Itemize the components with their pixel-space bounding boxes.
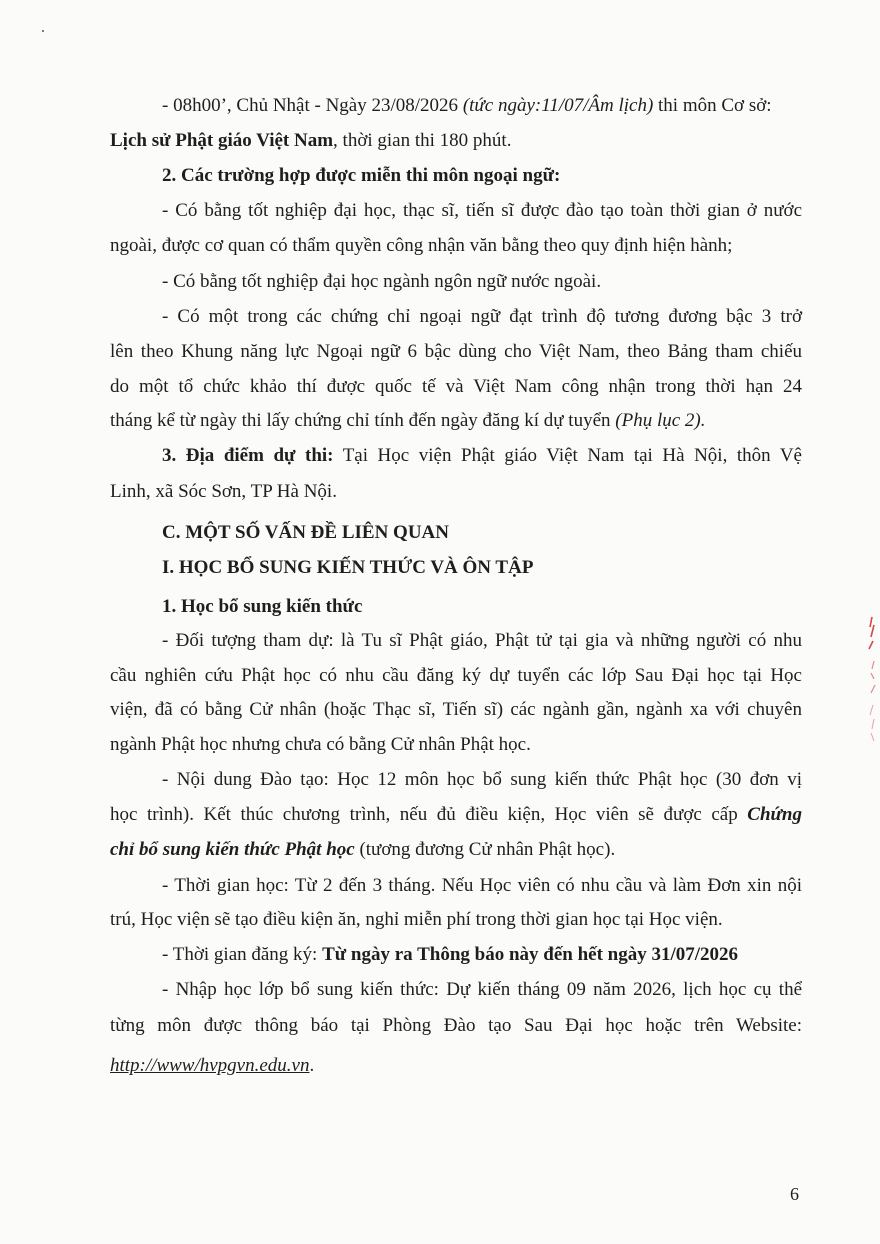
exemption-item-3-line-3: do một tổ chức khảo thí được quốc tế và Việt Nam công nhận trong thời hạn 24 xyxy=(110,376,802,397)
certificate-name-start: Chứng xyxy=(747,804,802,825)
exam-subject-label: thi môn Cơ sở: xyxy=(653,95,772,116)
scan-speck xyxy=(42,30,44,32)
venue-line-1 xyxy=(162,446,802,465)
enrollment-line-2: từng môn được thông báo tại Phòng Đào tạo Sau Đại học hoặc trên Website: xyxy=(110,1015,802,1036)
registration-period: Từ ngày ra Thông báo này đến hết ngày 31/07/2026 xyxy=(322,944,739,965)
exam-subject-name: Lịch sử Phật giáo Việt Nam xyxy=(110,130,334,151)
exam-schedule-line xyxy=(162,96,802,115)
exemption-item-1-line-1: - Có bằng tốt nghiệp đại học, thạc sĩ, tiến sĩ được đào tạo toàn thời gian ở nước xyxy=(162,200,802,221)
section-c-sub-heading-text: I. HỌC BỔ SUNG KIẾN THỨC VÀ ÔN TẬP xyxy=(162,557,534,578)
appendix-reference: (Phụ lục 2). xyxy=(615,410,706,431)
supplementary-heading-text: 1. Học bổ sung kiến thức xyxy=(162,596,363,617)
exemption-item-3-line-1: - Có một trong các chứng chỉ ngoại ngữ đạt trình độ tương đương bậc 3 trở xyxy=(162,306,802,327)
venue-line-2: Linh, xã Sóc Sơn, TP Hà Nội. xyxy=(110,481,337,502)
exemption-item-2: - Có bằng tốt nghiệp đại học ngành ngôn ngữ nước ngoài. xyxy=(162,271,602,292)
website-link[interactable]: http://www/hvpgvn.edu.vn xyxy=(110,1055,310,1076)
registration-label: - Thời gian đăng ký: xyxy=(162,944,323,965)
certificate-name-end: chỉ bổ sung kiến thức Phật học xyxy=(110,839,355,860)
target-line-4: ngành Phật học nhưng chưa có bằng Cử nhân Phật học. xyxy=(110,734,531,755)
content-text: học trình). Kết thúc chương trình, nếu đủ điều kiện, Học viên sẽ được cấp xyxy=(110,804,748,825)
enrollment-line-3 xyxy=(110,1056,802,1075)
target-line-3: viện, đã có bằng Cử nhân (hoặc Thạc sĩ, Tiến sĩ) các ngành gần, ngành xa với chuyên xyxy=(110,699,802,720)
venue-label: 3. Địa điểm dự thi: xyxy=(162,445,334,466)
exemption-item-1-line-2: ngoài, được cơ quan có thẩm quyền công nhận văn bằng theo quy định hiện hành; xyxy=(110,235,733,256)
content-line-2 xyxy=(110,805,802,824)
study-time-line-2: trú, Học viện sẽ tạo điều kiện ăn, nghỉ miễn phí trong thời gian học tại Học viện. xyxy=(110,909,723,930)
exemption-item-3-line-2: lên theo Khung năng lực Ngoại ngữ 6 bậc dùng cho Việt Nam, theo Bảng tham chiếu xyxy=(110,341,802,362)
exemption-heading xyxy=(162,166,802,185)
red-stamp-edge-mark xyxy=(862,615,878,745)
section-c-heading xyxy=(162,523,802,542)
study-time-line-1: - Thời gian học: Từ 2 đến 3 tháng. Nếu Học viên có nhu cầu và làm Đơn xin nội xyxy=(162,875,802,896)
registration-line xyxy=(162,945,802,964)
lunar-date-text: (tức ngày:11/07/Âm lịch) xyxy=(462,95,654,116)
enrollment-line-1: - Nhập học lớp bổ sung kiến thức: Dự kiến tháng 09 năm 2026, lịch học cụ thể xyxy=(162,979,802,1000)
exam-time-text: - 08h00’, Chủ Nhật - Ngày 23/08/2026 xyxy=(162,95,463,116)
content-line-3 xyxy=(110,840,802,859)
page-number: 6 xyxy=(790,1184,799,1204)
exam-subject-line xyxy=(110,131,802,150)
venue-text: Tại Học viện Phật giáo Việt Nam tại Hà Nội, thôn Vệ xyxy=(333,445,802,466)
exam-duration-text: , thời gian thi 180 phút. xyxy=(333,130,512,151)
section-c-sub-heading xyxy=(162,558,802,577)
section-c-heading-text: C. MỘT SỐ VẤN ĐỀ LIÊN QUAN xyxy=(162,522,449,543)
target-line-2: cầu nghiên cứu Phật học có nhu cầu đăng ký dự tuyển các lớp Sau Đại học tại Học xyxy=(110,665,802,686)
exemption-heading-text: 2. Các trường hợp được miễn thi môn ngoại ngữ: xyxy=(162,165,561,186)
certificate-equivalence: (tương đương Cử nhân Phật học). xyxy=(354,839,616,860)
exemption-item-3-line-4 xyxy=(110,411,802,430)
content-line-1: - Nội dung Đào tạo: Học 12 môn học bổ sung kiến thức Phật học (30 đơn vị xyxy=(162,769,802,790)
exemption-item-3-text: tháng kể từ ngày thi lấy chứng chỉ tính đến ngày đăng kí dự tuyển xyxy=(110,410,616,431)
supplementary-heading xyxy=(162,597,802,616)
target-line-1: - Đối tượng tham dự: là Tu sĩ Phật giáo, Phật tử tại gia và những người có nhu xyxy=(162,630,802,651)
link-period: . xyxy=(309,1055,315,1076)
